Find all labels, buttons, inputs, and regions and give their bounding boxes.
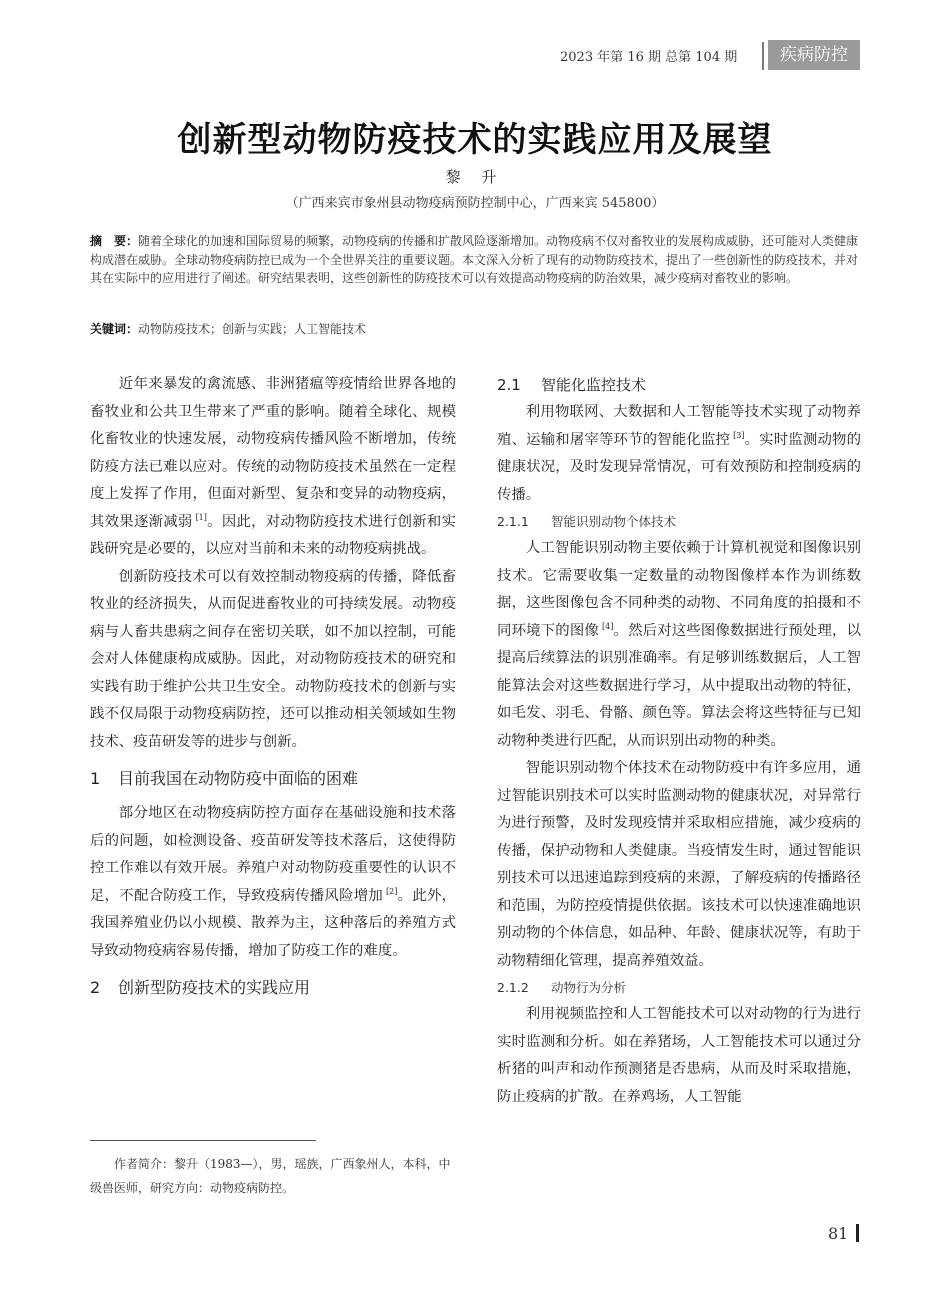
paragraph: 创新防疫技术可以有效控制动物疫病的传播，降低畜牧业的经济损失，从而促进畜牧业的可持续发展。动物疫病与人畜共患病之间存在密切关联，如不加以控制，可能会对人体健康构成威胁。因此，对动物防疫技术的研究和实践有助于维护公共卫生安全。动物防疫技术的创新与实践不仅局限于动物疫病防控，还可以推动相关领域如生物技术、疫苗研发等的进步与创新。 (90, 568, 456, 750)
abstract-label: 摘 要： (90, 234, 139, 248)
paragraph: 近年来暴发的禽流感、非洲猪瘟等疫情给世界各地的畜牧业和公共卫生带来了严重的影响。随着全球化、规模化畜牧业的快速发展，动物疫病传播风险不断增加，传统防疫方法已难以应对。传统的动物防疫技术虽然在一定程度上发挥了作用，但面对新型、复杂和变异的动物疫病，其效果逐渐减弱 [1]。因此，对动物防疫技术进行创新和实践研究是必要的，以应对当前和未来的动物疫病挑战。 (90, 376, 456, 557)
article-title: 创新型动物防疫技术的实践应用及展望 (177, 120, 773, 160)
section-badge: 疾病防控 (768, 40, 860, 70)
paragraph: 利用物联网、大数据和人工智能等技术实现了动物养殖、运输和屠宰等环节的智能化监控 [3]。实时监测动物的健康状况，及时发现异常情况，可有效预防和控制疫病的传播。 (497, 404, 861, 503)
paragraph: 部分地区在动物疫病防控方面存在基础设施和技术落后的问题，如检测设备、疫苗研发等技术落后，这使得防控工作难以有效开展。养殖户对动物防疫重要性的认识不足，不配合防疫工作，导致疫病传播风险增加 [2]。此外，我国养殖业仍以小规模、散养为主，这种落后的养殖方式导致动物疫病容易传播，增加了防疫工作的难度。 (90, 805, 456, 959)
paragraph: 智能识别动物个体技术在动物防疫中有许多应用，通过智能识别技术可以实时监测动物的健康状况，对异常行为进行预警，及时发现疫情并采取相应措施，减少疫病的传播，保护动物和人类健康。当疫情发生时，通过智能识别技术可以迅速追踪到疫病的来源，了解疫病的传播路径和范围，为防控疫情提供依据。该技术可以快速准确地识别动物的个体信息，如品种、年龄、健康状况等，有助于动物精细化管理，提高养殖效益。 (497, 760, 861, 969)
abstract-text: 随着全球化的加速和国际贸易的频繁，动物疫病的传播和扩散风险逐渐增加。动物疫病不仅对畜牧业的发展构成威胁，还可能对人类健康构成潜在威胁。全球动物疫病防控已成为一个全世界关注的重要议题。本文深入分析了现有的动物防疫技术，提出了一些创新性的防疫技术，并对其在实际中的应用进行了阐述。研究结果表明，这些创新性的防疫技术可以有效提高动物疫病的防治效果，减少疫病对畜牧业的影响。 (90, 234, 859, 285)
keywords-text: 动物防疫技术；创新与实践；人工智能技术 (138, 322, 367, 336)
citation: [2] (386, 886, 398, 896)
author-footnote: 作者简介：黎升（1983—），男，瑶族，广西象州人，本科，中级兽医师，研究方向：动物疫病防控。 (90, 1157, 451, 1195)
paragraph: 利用视频监控和人工智能技术可以对动物的行为进行实时监测和分析。如在养猪场，人工智能技术可以通过分析猪的叫声和动作预测猪是否患病，从而及时采取措施，防止疫病的扩散。在养鸡场，人工智能 (497, 1006, 861, 1105)
page-number-bar (856, 1224, 859, 1242)
section-heading-2: 2 创新型防疫技术的实践应用 (90, 978, 311, 997)
section-heading-1: 1 目前我国在动物防疫中面临的困难 (90, 769, 359, 788)
section-heading-2-1-1: 2.1.1 智能识别动物个体技术 (497, 514, 677, 529)
paragraph: 人工智能识别动物主要依赖于计算机视觉和图像识别技术。它需要收集一定数量的动物图像样本作为训练数据，这些图像包含不同种类的动物、不同角度的拍摄和不同环境下的图像 [4]。然后对这些图像数据进行预处理，以提高后续算法的识别准确率。有足够训练数据后，人工智能算法会对这些数据进行学习，从中提取出动物的特征，如毛发、羽毛、骨骼、颜色等。算法会将这些特征与已知动物种类进行匹配，从而识别出动物的种类。 (497, 540, 861, 749)
right-column (497, 371, 861, 1111)
footnote-rule (90, 1140, 316, 1141)
keywords-label: 关键词： (90, 322, 139, 336)
citation: [3] (733, 430, 745, 440)
abstract (90, 232, 862, 288)
section-heading-2-1: 2.1 智能化监控技术 (497, 376, 647, 394)
section-heading-2-1-2: 2.1.2 动物行为分析 (497, 980, 627, 995)
header-divider (762, 42, 764, 70)
author-affiliation: （广西来宾市象州县动物疫病预防控制中心，广西来宾 545800） (285, 196, 665, 211)
author-name: 黎 升 (445, 168, 505, 186)
citation: [4] (601, 621, 614, 631)
issue-info: 2023 年第 16 期 总第 104 期 (560, 50, 738, 65)
keywords (90, 320, 862, 337)
citation: [1] (195, 512, 207, 522)
page-number: 81 (828, 1224, 849, 1243)
left-column (90, 371, 456, 1009)
